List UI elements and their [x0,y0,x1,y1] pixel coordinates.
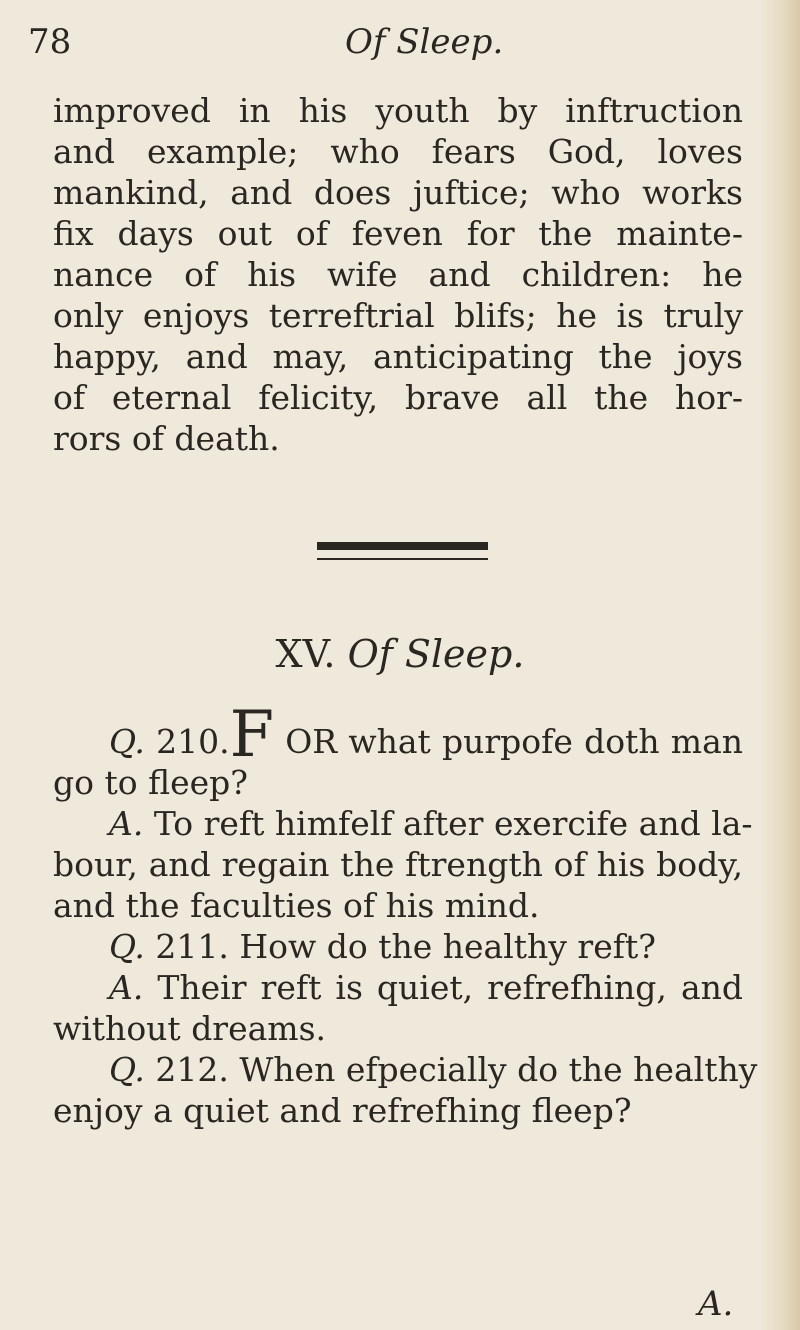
question-text: OR what purpofe doth man [285,722,743,761]
question-label: Q. [109,1050,145,1089]
page-header [0,16,800,66]
question-211 [53,926,743,967]
answer-label: A. [109,968,144,1007]
section-rule-thin [317,558,488,560]
question-210 [53,698,743,772]
question-212 [53,1049,758,1090]
question-label: Q. [109,927,145,966]
paragraph-continued [53,90,743,459]
paragraph-line: of eternal felicity, brave all the hor- [53,378,743,417]
paragraph-line: happy, and may, anticipating the joys [53,337,743,376]
question-text: 211. How do the healthy reft? [155,927,656,966]
answer-line: bour, and regain the ftrength of his body, [53,845,743,884]
question-label: Q. [109,722,145,761]
section-heading [0,632,800,676]
section-numeral: XV. [275,632,336,676]
question-text: 212. When efpecially do the healthy [155,1050,758,1089]
qa-section [53,698,758,1131]
paragraph-line: mankind, and does juftice; who works [53,173,743,212]
paragraph-line: improved in his youth by inftruction [53,91,743,130]
answer-label: A. [109,804,144,843]
answer-211 [53,967,743,1008]
answer-text: Their reft is quiet, refrefhing, and [157,968,743,1007]
paragraph-line: and example; who fears God, loves [53,132,743,171]
paragraph-line: nance of his wife and children: he [53,255,743,294]
section-title: Of Sleep. [347,632,525,676]
answer-text: To reft himfelf after exercife and la- [153,804,753,843]
page-number: 78 [28,22,72,62]
answer-210 [53,803,753,844]
paragraph-line: rors of death. [53,419,280,458]
question-line: enjoy a quiet and refrefhing fleep? [53,1091,632,1130]
section-rule-thick [317,542,488,550]
running-head: Of Sleep. [345,22,504,62]
drop-initial: F [229,698,275,772]
answer-line: without dreams. [53,1009,327,1048]
answer-line: and the faculties of his mind. [53,886,540,925]
question-line: go to fleep? [53,763,248,802]
question-number: 210. [156,722,230,761]
paragraph-line: only enjoys terreftrial blifs; he is truly [53,296,743,335]
catchword: A. [698,1284,734,1324]
paragraph-line: fix days out of feven for the mainte- [53,214,743,253]
